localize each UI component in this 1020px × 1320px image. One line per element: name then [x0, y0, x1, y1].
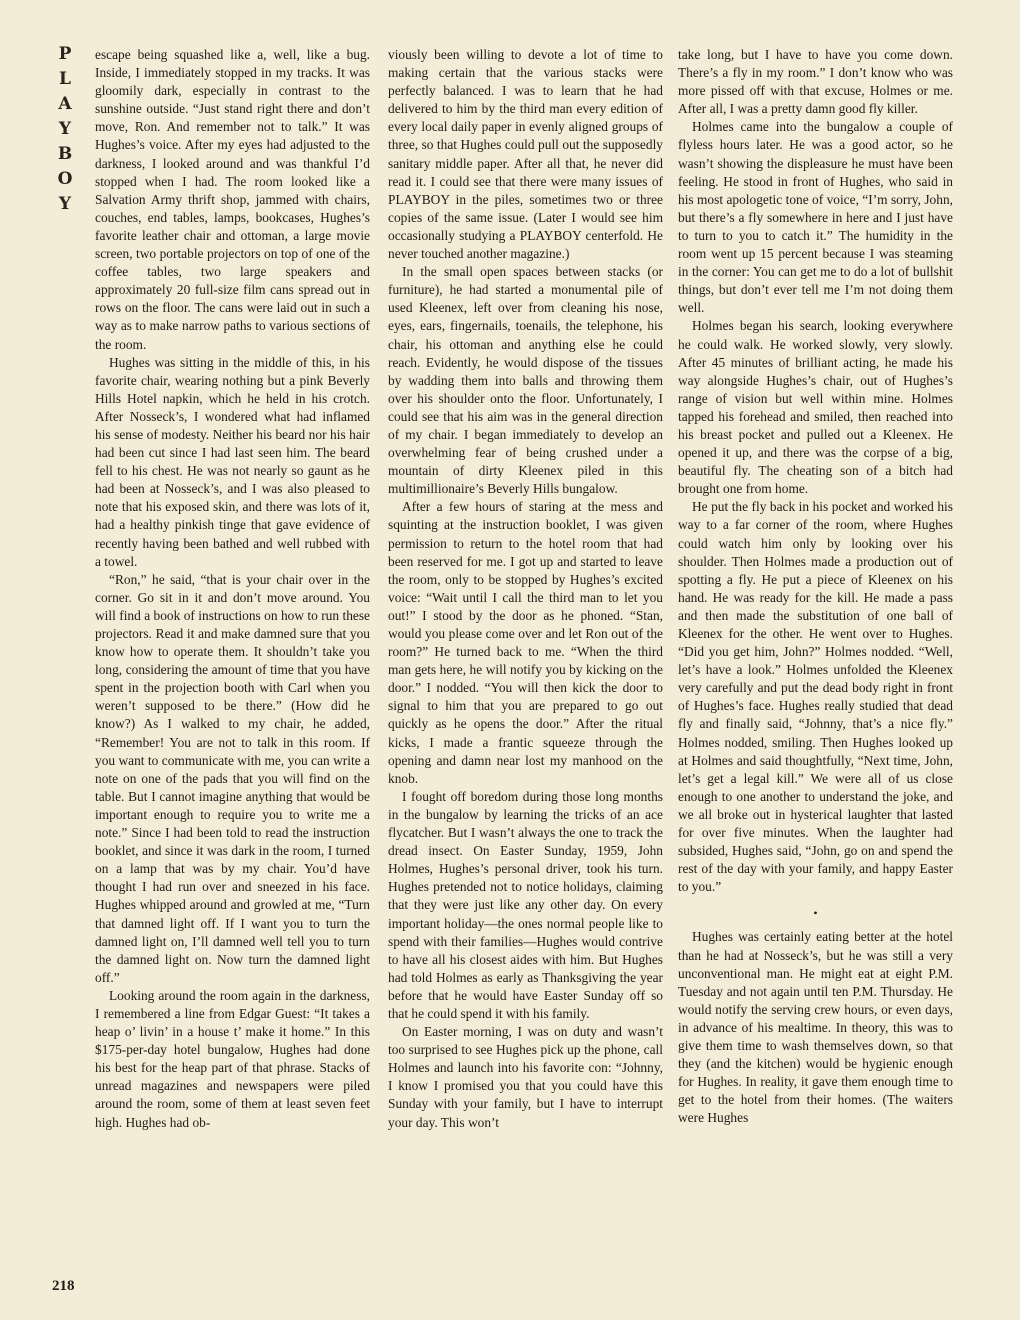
paragraph: Holmes began his search, looking everywhere he could walk. He worked slowly, very slowly. After 45 minutes of brilliant acting, he made his way alongside Hughes’s chair, out of Hughes’s range of vision but well within mine. Holmes tapped his forehead and smiled, then reached into his breast pocket and pulled out a Kleenex. He opened it up, and there was the corpse of a big, beautiful fly. The cheating son of a bitch had brought one from home.	[678, 318, 953, 497]
text-column-3	[678, 46, 953, 1127]
text-column-2	[388, 46, 663, 1132]
paragraph: Holmes came into the bungalow a couple of flyless hours later. He was a good actor, so he wasn’t showing the displeasure he must have been feeling. He stood in front of Hughes, who said in his most apologetic tone of voice, “I’m sorry, John, but there’s a fly somewhere in here and I just have to turn to you to catch it.” The humidity in the room went up 15 percent because I was steaming in the corner: You can get me to do a lot of bullshit things, but don’t ever tell me I’m not doing them well.	[678, 119, 953, 316]
section-break-bullet: •	[813, 906, 818, 921]
paragraph: I fought off boredom during those long months in the bungalow by learning the tricks of an ace flycatcher. But I wasn’t always the one to track the dread insect. On Easter Sunday, 1959, John Holmes, Hughes’s personal driver, took his turn. Hughes pretended not to notice holidays, claiming that they were just like any other day. On every important holiday—the ones normal people like to spend with their families—Hughes would contrive to have all his closest aides with him. But Hughes had told Holmes as early as Thanksgiving the year before that he would have Easter Sunday off so that he could spend it with his family.	[388, 788, 663, 1021]
playboy-masthead	[50, 42, 80, 217]
masthead-letter: Y	[58, 194, 72, 214]
masthead-letter: B	[57, 144, 73, 164]
masthead-letter: O	[57, 169, 73, 189]
paragraph: Hughes was sitting in the middle of this, in his favorite chair, wearing nothing but a pink Beverly Hills Hotel napkin, which he held in his crotch. After Nosseck’s, I wondered what had inflamed his sense of modesty. Neither his beard nor his hair had been cut since I had last seen him. The beard fell to his chest. He was not nearly so gaunt as he had been at Nosseck’s, and I was also pleased to note that his exposed skin, and there was lots of it, had a healthy pinkish tinge that gave evidence of recently having been bathed and well rubbed with a towel.	[95, 354, 370, 569]
page-number: 218	[52, 1278, 75, 1294]
paragraph: take long, but I have to have you come down. There’s a fly in my room.” I don’t know who was more pissed off with that excuse, Holmes or me. After all, I was a pretty damn good fly killer.	[678, 47, 953, 117]
paragraph: He put the fly back in his pocket and worked his way to a far corner of the room, where Hughes could watch him only by looking over his shoulder. Then Holmes made a production out of spotting a fly. He put a piece of Kleenex on his hand. He was ready for the kill. He made a pass and then made the substitution of one ball of Kleenex for the other. He went over to Hughes. “Did you get him, John?” Holmes nodded. “Well, let’s have a look.” Holmes unfolded the Kleenex very carefully and put the dead body right in front of Hughes’s face. Hughes really studied that dead fly and finally said, “Johnny, that’s a nice fly.” Holmes nodded, smiling. Then Hughes looked up at Holmes and said thoughtfully, “Next time, John, let’s get a legal kill.” We were all of us close enough to one another to understand the joke, and we all broke out in hysterical laughter that lasted for over five minutes. When the laughter had subsided, Hughes said, “John, go on and spend the rest of the day with your family, and happy Easter to you.”	[678, 499, 953, 895]
paragraph: “Ron,” he said, “that is your chair over in the corner. Go sit in it and don’t move around. You will find a book of instructions on how to run these projectors. Read it and make damned sure that you know how to operate them. It shouldn’t take you long, considering the amount of time that you have spent in the projection booth with Carl when you weren’t supposed to be there.” (How did he know?) As I walked to my chair, he added, “Remember! You are not to talk in this room. If you want to communicate with me, you can write a note on one of the pads that you will find on the table. But I cannot imagine anything that would be important enough to require you to write me a note.” Since I had been told to read the instruction booklet, and since it was dark in the room, I turned on a lamp that was by my chair. You’d have thought I had run over and sneezed in his face. Hughes whipped around and growled at me, “Turn that damned light off. If I want you to turn the damned light on, I’ll damned well tell you to turn the damned light on. Now turn the damned light off.”	[95, 571, 370, 985]
text-column-1	[95, 46, 370, 1306]
masthead-letter: L	[59, 69, 71, 89]
paragraph: Looking around the room again in the darkness, I remembered a line from Edgar Guest: “It takes a heap o’ livin’ in a house t’ make it home.” In this $175-per-day hotel bungalow, Hughes had done his best for the heap part of that phrase. Stacks of unread magazines and newspapers were piled around the room, some of them at least seven feet high. Hughes had ob-	[95, 987, 370, 1130]
paragraph: In the small open spaces between stacks (or furniture), he had started a monumental pile of used Kleenex, left over from cleaning his nose, eyes, ears, fingernails, toenails, the telephone, his chair, his ottoman and anything else he could reach. Evidently, he would dispose of the tissues by wadding them into balls and throwing them over his shoulder onto the floor. Unfortunately, I could see that his aim was in the general direction of my chair. I began immediately to develop an overwhelming fear of being crushed under a mountain of dirty Kleenex piled in this multimillionaire’s Beverly Hills bungalow.	[388, 264, 663, 497]
paragraph: After a few hours of staring at the mess and squinting at the instruction booklet, I was given permission to return to the hotel room that had been reserved for me. I got up and started to leave the room, only to be stopped by Hughes’s excited voice: “Wait until I call the third man to let you out!” I stood by the door as he phoned. “Stan, would you please come over and let Ron out of the room?” He turned back to me. “When the third man gets here, he will notify you by kicking on the door.” I nodded. “You will then kick the door to signal to him that you are prepared to go out quickly as he opens the door.” After the ritual kicks, I made a frantic squeeze through the opening and damn near lost my manhood on the knob.	[388, 499, 663, 786]
masthead-letter: A	[58, 94, 72, 114]
paragraph: Hughes was certainly eating better at the hotel than he had at Nosseck’s, but he was still a very unconventional man. He might eat at eight P.M. Tuesday and not again until ten P.M. Thursday. He would notify the serving crew hours, or even days, in advance of his mealtime. In theory, this was to give them time to wash themselves down, so that they (and the kitchen) would be hygienic enough for Hughes. In reality, it gave them enough time to get to the hotel from their homes. (The waiters were Hughes	[678, 929, 953, 1126]
masthead-letter: P	[58, 44, 72, 64]
paragraph: viously been willing to devote a lot of time to making certain that the various stacks were perfectly balanced. I was to learn that he had delivered to him by the third man every edition of every local daily paper in evenly aligned groups of three, so that Hughes could pull out the supposedly sanitary middle paper. After all that, he never did read it. I could see that there were many issues of PLAYBOY in the piles, sometimes two or three copies of the same issue. (Later I would see him occasionally studying a PLAYBOY centerfold. He never touched another magazine.)	[388, 47, 663, 262]
paragraph: On Easter morning, I was on duty and wasn’t too surprised to see Hughes pick up the phone, call Holmes and launch into his favorite con: “Johnny, I know I promised you that you could have this Sunday with your family, but I have to interrupt your day. This won’t	[388, 1024, 663, 1130]
paragraph: escape being squashed like a, well, like a bug. Inside, I immediately stopped in my tracks. It was gloomily dark, especially in contrast to the sunshine outside. “Just stand right there and don’t move, Ron. And remember not to talk.” It was Hughes’s voice. After my eyes had adjusted to the darkness, I looked around and was thankful I’d stopped when I had. The room looked like a Salvation Army thrift shop, jammed with chairs, couches, end tables, lamps, bookcases, Hughes’s favorite leather chair and ottoman, a large movie screen, two portable projectors on top of one of the coffee tables, two large speakers and approximately 20 full-size film cans spread out in rows on the floor. The cans were laid out in such a way as to make narrow paths to various sections of the room.	[95, 47, 370, 352]
masthead-letter: Y	[58, 119, 72, 139]
